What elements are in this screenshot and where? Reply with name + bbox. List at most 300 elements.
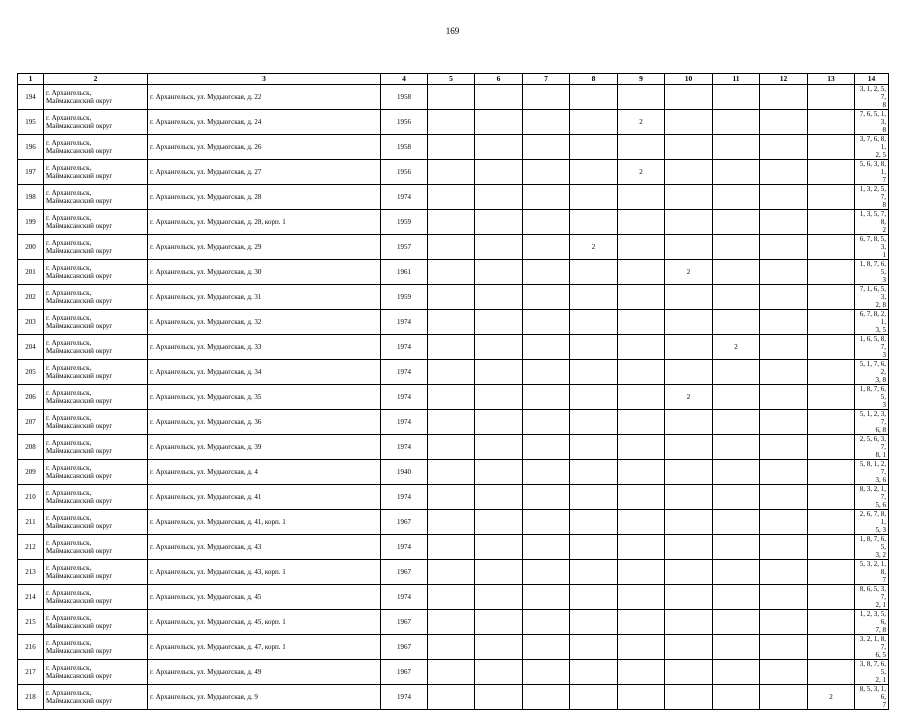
address-cell: г. Архангельск, ул. Мудьюгская, д. 26: [148, 135, 381, 160]
empty-cell-col-13: [808, 160, 855, 185]
empty-cell-col-9: [618, 635, 665, 660]
address-cell: г. Архангельск, ул. Мудьюгская, д. 22: [148, 85, 381, 110]
order-cell: [855, 410, 889, 435]
district-cell-line: Маймаксанский округ: [46, 247, 113, 255]
empty-cell-col-12: [760, 510, 808, 535]
empty-cell-col-13: [808, 635, 855, 660]
empty-cell-col-13: [808, 360, 855, 385]
district-cell-line: Маймаксанский округ: [46, 672, 113, 680]
empty-cell-col-12: [760, 385, 808, 410]
empty-cell-col-9: [618, 185, 665, 210]
district-cell-line: Маймаксанский округ: [46, 97, 113, 105]
empty-cell-col-10: [665, 610, 713, 635]
empty-cell-col-11: [713, 160, 760, 185]
row-number: 196: [18, 135, 44, 160]
empty-cell-col-8: [570, 485, 618, 510]
address-cell: г. Архангельск, ул. Мудьюгская, д. 43, корп. 1: [148, 560, 381, 585]
empty-cell-col-7: [523, 110, 570, 135]
order-cell-line: 3, 8: [875, 376, 886, 384]
district-cell-line: Маймаксанский округ: [46, 347, 113, 355]
empty-cell-col-6: [475, 660, 523, 685]
empty-cell-col-10: [665, 185, 713, 210]
empty-cell-col-8: [570, 310, 618, 335]
value-cell-col-13: 2: [808, 685, 855, 710]
empty-cell-col-5: [428, 435, 475, 460]
empty-cell-col-10: [665, 235, 713, 260]
district-cell-line: г. Архангельск,: [46, 614, 92, 622]
empty-cell-col-13: [808, 85, 855, 110]
empty-cell-col-10: [665, 510, 713, 535]
order-cell: [855, 160, 889, 185]
table-row: [18, 535, 889, 560]
district-cell: [44, 385, 148, 410]
order-cell-line: 3, 8, 7, 6, 5,: [859, 660, 886, 676]
empty-cell-col-6: [475, 335, 523, 360]
empty-cell-col-5: [428, 285, 475, 310]
order-cell: [855, 685, 889, 710]
empty-cell-col-5: [428, 610, 475, 635]
year-cell: 1967: [381, 635, 428, 660]
empty-cell-col-8: [570, 335, 618, 360]
empty-cell-col-11: [713, 410, 760, 435]
empty-cell-col-13: [808, 660, 855, 685]
order-cell: [855, 460, 889, 485]
address-cell: г. Архангельск, ул. Мудьюгская, д. 47, корп. 1: [148, 635, 381, 660]
table-row: [18, 460, 889, 485]
order-cell-line: 5, 8, 1, 2, 7,: [859, 460, 886, 476]
empty-cell-col-8: [570, 610, 618, 635]
empty-cell-col-9: [618, 310, 665, 335]
address-cell: г. Архангельск, ул. Мудьюгская, д. 28, корп. 1: [148, 210, 381, 235]
address-cell: г. Архангельск, ул. Мудьюгская, д. 39: [148, 435, 381, 460]
order-cell-line: 7: [882, 176, 886, 184]
empty-cell-col-5: [428, 85, 475, 110]
order-cell: [855, 185, 889, 210]
empty-cell-col-5: [428, 310, 475, 335]
empty-cell-col-10: [665, 360, 713, 385]
empty-cell-col-7: [523, 460, 570, 485]
empty-cell-col-12: [760, 460, 808, 485]
empty-cell-col-9: [618, 485, 665, 510]
order-cell-line: 1, 8, 7, 6, 5,: [859, 385, 886, 401]
empty-cell-col-12: [760, 310, 808, 335]
column-header-14: 14: [855, 74, 889, 85]
value-cell-col-10: 2: [665, 260, 713, 285]
empty-cell-col-9: [618, 560, 665, 585]
empty-cell-col-6: [475, 110, 523, 135]
empty-cell-col-11: [713, 285, 760, 310]
order-cell: [855, 310, 889, 335]
row-number: 197: [18, 160, 44, 185]
empty-cell-col-10: [665, 535, 713, 560]
empty-cell-col-9: [618, 360, 665, 385]
empty-cell-col-12: [760, 335, 808, 360]
empty-cell-col-12: [760, 360, 808, 385]
district-cell-line: Маймаксанский округ: [46, 122, 113, 130]
empty-cell-col-11: [713, 435, 760, 460]
year-cell: 1974: [381, 485, 428, 510]
empty-cell-col-11: [713, 360, 760, 385]
table-row: [18, 485, 889, 510]
order-cell-line: 3, 5: [875, 326, 886, 334]
empty-cell-col-12: [760, 235, 808, 260]
empty-cell-col-6: [475, 260, 523, 285]
order-cell-line: 8, 6, 5, 3, 7,: [859, 585, 886, 601]
empty-cell-col-13: [808, 460, 855, 485]
empty-cell-col-7: [523, 635, 570, 660]
district-cell-line: Маймаксанский округ: [46, 547, 113, 555]
order-cell: [855, 635, 889, 660]
order-cell-line: 3: [882, 351, 886, 359]
empty-cell-col-8: [570, 410, 618, 435]
empty-cell-col-5: [428, 235, 475, 260]
row-number: 212: [18, 535, 44, 560]
row-number: 206: [18, 385, 44, 410]
address-cell: г. Архангельск, ул. Мудьюгская, д. 32: [148, 310, 381, 335]
column-header-7: 7: [523, 74, 570, 85]
empty-cell-col-10: [665, 585, 713, 610]
district-cell: [44, 260, 148, 285]
table-row: [18, 210, 889, 235]
empty-cell-col-12: [760, 135, 808, 160]
order-cell-line: 8, 5, 3, 1, 6,: [859, 685, 886, 701]
order-cell-line: 2, 6, 7, 8, 1,: [859, 510, 886, 526]
year-cell: 1967: [381, 610, 428, 635]
empty-cell-col-8: [570, 160, 618, 185]
empty-cell-col-6: [475, 460, 523, 485]
empty-cell-col-5: [428, 135, 475, 160]
order-cell: [855, 560, 889, 585]
table-row: [18, 285, 889, 310]
empty-cell-col-5: [428, 460, 475, 485]
address-cell: г. Архангельск, ул. Мудьюгская, д. 41, корп. 1: [148, 510, 381, 535]
empty-cell-col-11: [713, 235, 760, 260]
order-cell: [855, 235, 889, 260]
empty-cell-col-7: [523, 335, 570, 360]
order-cell-line: 5, 1, 7, 6, 2,: [859, 360, 886, 376]
column-header-1: 1: [18, 74, 44, 85]
district-cell-line: г. Архангельск,: [46, 539, 92, 547]
empty-cell-col-5: [428, 385, 475, 410]
row-number: 195: [18, 110, 44, 135]
empty-cell-col-13: [808, 285, 855, 310]
order-cell: [855, 85, 889, 110]
order-cell-line: 1, 6, 5, 8, 7,: [859, 335, 886, 351]
address-cell: г. Архангельск, ул. Мудьюгская, д. 45: [148, 585, 381, 610]
district-cell: [44, 335, 148, 360]
row-number: 205: [18, 360, 44, 385]
order-cell: [855, 335, 889, 360]
address-cell: г. Архангельск, ул. Мудьюгская, д. 49: [148, 660, 381, 685]
district-cell: [44, 210, 148, 235]
row-number: 199: [18, 210, 44, 235]
district-cell-line: Маймаксанский округ: [46, 372, 113, 380]
empty-cell-col-6: [475, 285, 523, 310]
year-cell: 1974: [381, 435, 428, 460]
year-cell: 1974: [381, 385, 428, 410]
empty-cell-col-8: [570, 360, 618, 385]
empty-cell-col-10: [665, 660, 713, 685]
district-cell-line: Маймаксанский округ: [46, 572, 113, 580]
empty-cell-col-12: [760, 260, 808, 285]
empty-cell-col-12: [760, 485, 808, 510]
district-cell-line: г. Архангельск,: [46, 514, 92, 522]
district-cell-line: г. Архангельск,: [46, 314, 92, 322]
empty-cell-col-11: [713, 460, 760, 485]
row-number: 211: [18, 510, 44, 535]
empty-cell-col-6: [475, 135, 523, 160]
empty-cell-col-13: [808, 135, 855, 160]
table-row: [18, 335, 889, 360]
order-cell: [855, 435, 889, 460]
empty-cell-col-11: [713, 260, 760, 285]
order-cell-line: 5, 3, 2, 1, 8,: [859, 560, 886, 576]
district-cell: [44, 235, 148, 260]
district-cell: [44, 185, 148, 210]
district-cell-line: Маймаксанский округ: [46, 172, 113, 180]
district-cell-line: Маймаксанский округ: [46, 397, 113, 405]
empty-cell-col-5: [428, 635, 475, 660]
empty-cell-col-7: [523, 510, 570, 535]
empty-cell-col-7: [523, 210, 570, 235]
district-cell-line: г. Архангельск,: [46, 389, 92, 397]
empty-cell-col-7: [523, 485, 570, 510]
column-header-4: 4: [381, 74, 428, 85]
year-cell: 1940: [381, 460, 428, 485]
empty-cell-col-10: [665, 485, 713, 510]
empty-cell-col-10: [665, 560, 713, 585]
row-number: 203: [18, 310, 44, 335]
empty-cell-col-11: [713, 485, 760, 510]
empty-cell-col-11: [713, 185, 760, 210]
table-row: [18, 560, 889, 585]
empty-cell-col-7: [523, 310, 570, 335]
column-header-3: 3: [148, 74, 381, 85]
table-row: [18, 160, 889, 185]
district-cell: [44, 510, 148, 535]
empty-cell-col-11: [713, 135, 760, 160]
year-cell: 1974: [381, 535, 428, 560]
empty-cell-col-9: [618, 135, 665, 160]
empty-cell-col-8: [570, 110, 618, 135]
empty-cell-col-10: [665, 310, 713, 335]
empty-cell-col-8: [570, 85, 618, 110]
column-header-11: 11: [713, 74, 760, 85]
empty-cell-col-8: [570, 135, 618, 160]
value-cell-col-9: 2: [618, 110, 665, 135]
empty-cell-col-5: [428, 210, 475, 235]
address-cell: г. Архангельск, ул. Мудьюгская, д. 24: [148, 110, 381, 135]
empty-cell-col-12: [760, 685, 808, 710]
empty-cell-col-7: [523, 185, 570, 210]
value-cell-col-9: 2: [618, 160, 665, 185]
empty-cell-col-9: [618, 410, 665, 435]
district-cell-line: г. Архангельск,: [46, 114, 92, 122]
order-cell: [855, 110, 889, 135]
district-cell: [44, 585, 148, 610]
district-cell: [44, 535, 148, 560]
empty-cell-col-8: [570, 635, 618, 660]
empty-cell-col-11: [713, 85, 760, 110]
year-cell: 1956: [381, 110, 428, 135]
empty-cell-col-11: [713, 560, 760, 585]
district-cell-line: г. Архангельск,: [46, 264, 92, 272]
year-cell: 1974: [381, 360, 428, 385]
empty-cell-col-7: [523, 435, 570, 460]
empty-cell-col-13: [808, 435, 855, 460]
empty-cell-col-12: [760, 160, 808, 185]
order-cell: [855, 260, 889, 285]
empty-cell-col-6: [475, 235, 523, 260]
row-number: 198: [18, 185, 44, 210]
empty-cell-col-7: [523, 285, 570, 310]
empty-cell-col-13: [808, 335, 855, 360]
order-cell-line: 1, 3, 2, 5, 7,: [859, 185, 886, 201]
empty-cell-col-6: [475, 560, 523, 585]
address-cell: г. Архангельск, ул. Мудьюгская, д. 41: [148, 485, 381, 510]
empty-cell-col-11: [713, 660, 760, 685]
order-cell: [855, 385, 889, 410]
empty-cell-col-6: [475, 435, 523, 460]
district-cell-line: г. Архангельск,: [46, 439, 92, 447]
district-cell-line: Маймаксанский округ: [46, 322, 113, 330]
empty-cell-col-9: [618, 335, 665, 360]
empty-cell-col-7: [523, 135, 570, 160]
empty-cell-col-10: [665, 285, 713, 310]
empty-cell-col-8: [570, 510, 618, 535]
district-cell-line: Маймаксанский округ: [46, 272, 113, 280]
order-cell-line: 8: [882, 101, 886, 109]
table-row: [18, 435, 889, 460]
district-cell: [44, 560, 148, 585]
district-cell: [44, 610, 148, 635]
housing-table: [17, 73, 889, 710]
empty-cell-col-5: [428, 360, 475, 385]
empty-cell-col-12: [760, 435, 808, 460]
district-cell: [44, 85, 148, 110]
empty-cell-col-13: [808, 235, 855, 260]
value-cell-col-10: 2: [665, 385, 713, 410]
table-row: [18, 685, 889, 710]
table-row: [18, 385, 889, 410]
district-cell-line: Маймаксанский округ: [46, 147, 113, 155]
empty-cell-col-5: [428, 560, 475, 585]
empty-cell-col-9: [618, 260, 665, 285]
district-cell: [44, 660, 148, 685]
empty-cell-col-10: [665, 210, 713, 235]
empty-cell-col-8: [570, 535, 618, 560]
empty-cell-col-10: [665, 685, 713, 710]
order-cell: [855, 535, 889, 560]
empty-cell-col-8: [570, 585, 618, 610]
empty-cell-col-11: [713, 210, 760, 235]
order-cell-line: 3, 6: [875, 476, 886, 484]
district-cell: [44, 460, 148, 485]
year-cell: 1974: [381, 185, 428, 210]
empty-cell-col-10: [665, 435, 713, 460]
empty-cell-col-9: [618, 660, 665, 685]
empty-cell-col-10: [665, 635, 713, 660]
row-number: 207: [18, 410, 44, 435]
column-header-6: 6: [475, 74, 523, 85]
table-row: [18, 85, 889, 110]
row-number: 200: [18, 235, 44, 260]
empty-cell-col-10: [665, 460, 713, 485]
empty-cell-col-9: [618, 610, 665, 635]
empty-cell-col-11: [713, 535, 760, 560]
order-cell: [855, 285, 889, 310]
district-cell: [44, 110, 148, 135]
district-cell-line: г. Архангельск,: [46, 164, 92, 172]
table-row: [18, 110, 889, 135]
empty-cell-col-13: [808, 260, 855, 285]
empty-cell-col-6: [475, 210, 523, 235]
empty-cell-col-5: [428, 535, 475, 560]
empty-cell-col-12: [760, 660, 808, 685]
row-number: 208: [18, 435, 44, 460]
empty-cell-col-13: [808, 535, 855, 560]
empty-cell-col-7: [523, 410, 570, 435]
order-cell-line: 1, 2, 3, 5, 6,: [859, 610, 886, 626]
district-cell-line: г. Архангельск,: [46, 189, 92, 197]
table-row: [18, 510, 889, 535]
empty-cell-col-8: [570, 435, 618, 460]
empty-cell-col-11: [713, 685, 760, 710]
order-cell: [855, 585, 889, 610]
empty-cell-col-12: [760, 85, 808, 110]
empty-cell-col-8: [570, 385, 618, 410]
table-row: [18, 585, 889, 610]
year-cell: 1958: [381, 85, 428, 110]
order-cell-line: 6, 7, 8, 2, 1,: [859, 310, 886, 326]
district-cell-line: Маймаксанский округ: [46, 222, 113, 230]
address-cell: г. Архангельск, ул. Мудьюгская, д. 31: [148, 285, 381, 310]
empty-cell-col-9: [618, 685, 665, 710]
empty-cell-col-9: [618, 460, 665, 485]
row-number: 194: [18, 85, 44, 110]
district-cell-line: Маймаксанский округ: [46, 422, 113, 430]
empty-cell-col-13: [808, 185, 855, 210]
empty-cell-col-7: [523, 560, 570, 585]
empty-cell-col-9: [618, 385, 665, 410]
order-cell-line: 2, 5: [875, 151, 886, 159]
order-cell-line: 3: [882, 276, 886, 284]
order-cell: [855, 210, 889, 235]
order-cell: [855, 660, 889, 685]
empty-cell-col-6: [475, 310, 523, 335]
district-cell-line: Маймаксанский округ: [46, 622, 113, 630]
district-cell-line: Маймаксанский округ: [46, 497, 113, 505]
row-number: 216: [18, 635, 44, 660]
empty-cell-col-8: [570, 660, 618, 685]
empty-cell-col-10: [665, 160, 713, 185]
district-cell-line: г. Архангельск,: [46, 564, 92, 572]
empty-cell-col-11: [713, 585, 760, 610]
year-cell: 1974: [381, 585, 428, 610]
district-cell-line: г. Архангельск,: [46, 139, 92, 147]
empty-cell-col-7: [523, 385, 570, 410]
empty-cell-col-6: [475, 510, 523, 535]
empty-cell-col-12: [760, 210, 808, 235]
column-header-13: 13: [808, 74, 855, 85]
empty-cell-col-9: [618, 210, 665, 235]
table-row: [18, 235, 889, 260]
order-cell: [855, 135, 889, 160]
year-cell: 1974: [381, 685, 428, 710]
empty-cell-col-11: [713, 110, 760, 135]
address-cell: г. Архангельск, ул. Мудьюгская, д. 4: [148, 460, 381, 485]
empty-cell-col-13: [808, 210, 855, 235]
